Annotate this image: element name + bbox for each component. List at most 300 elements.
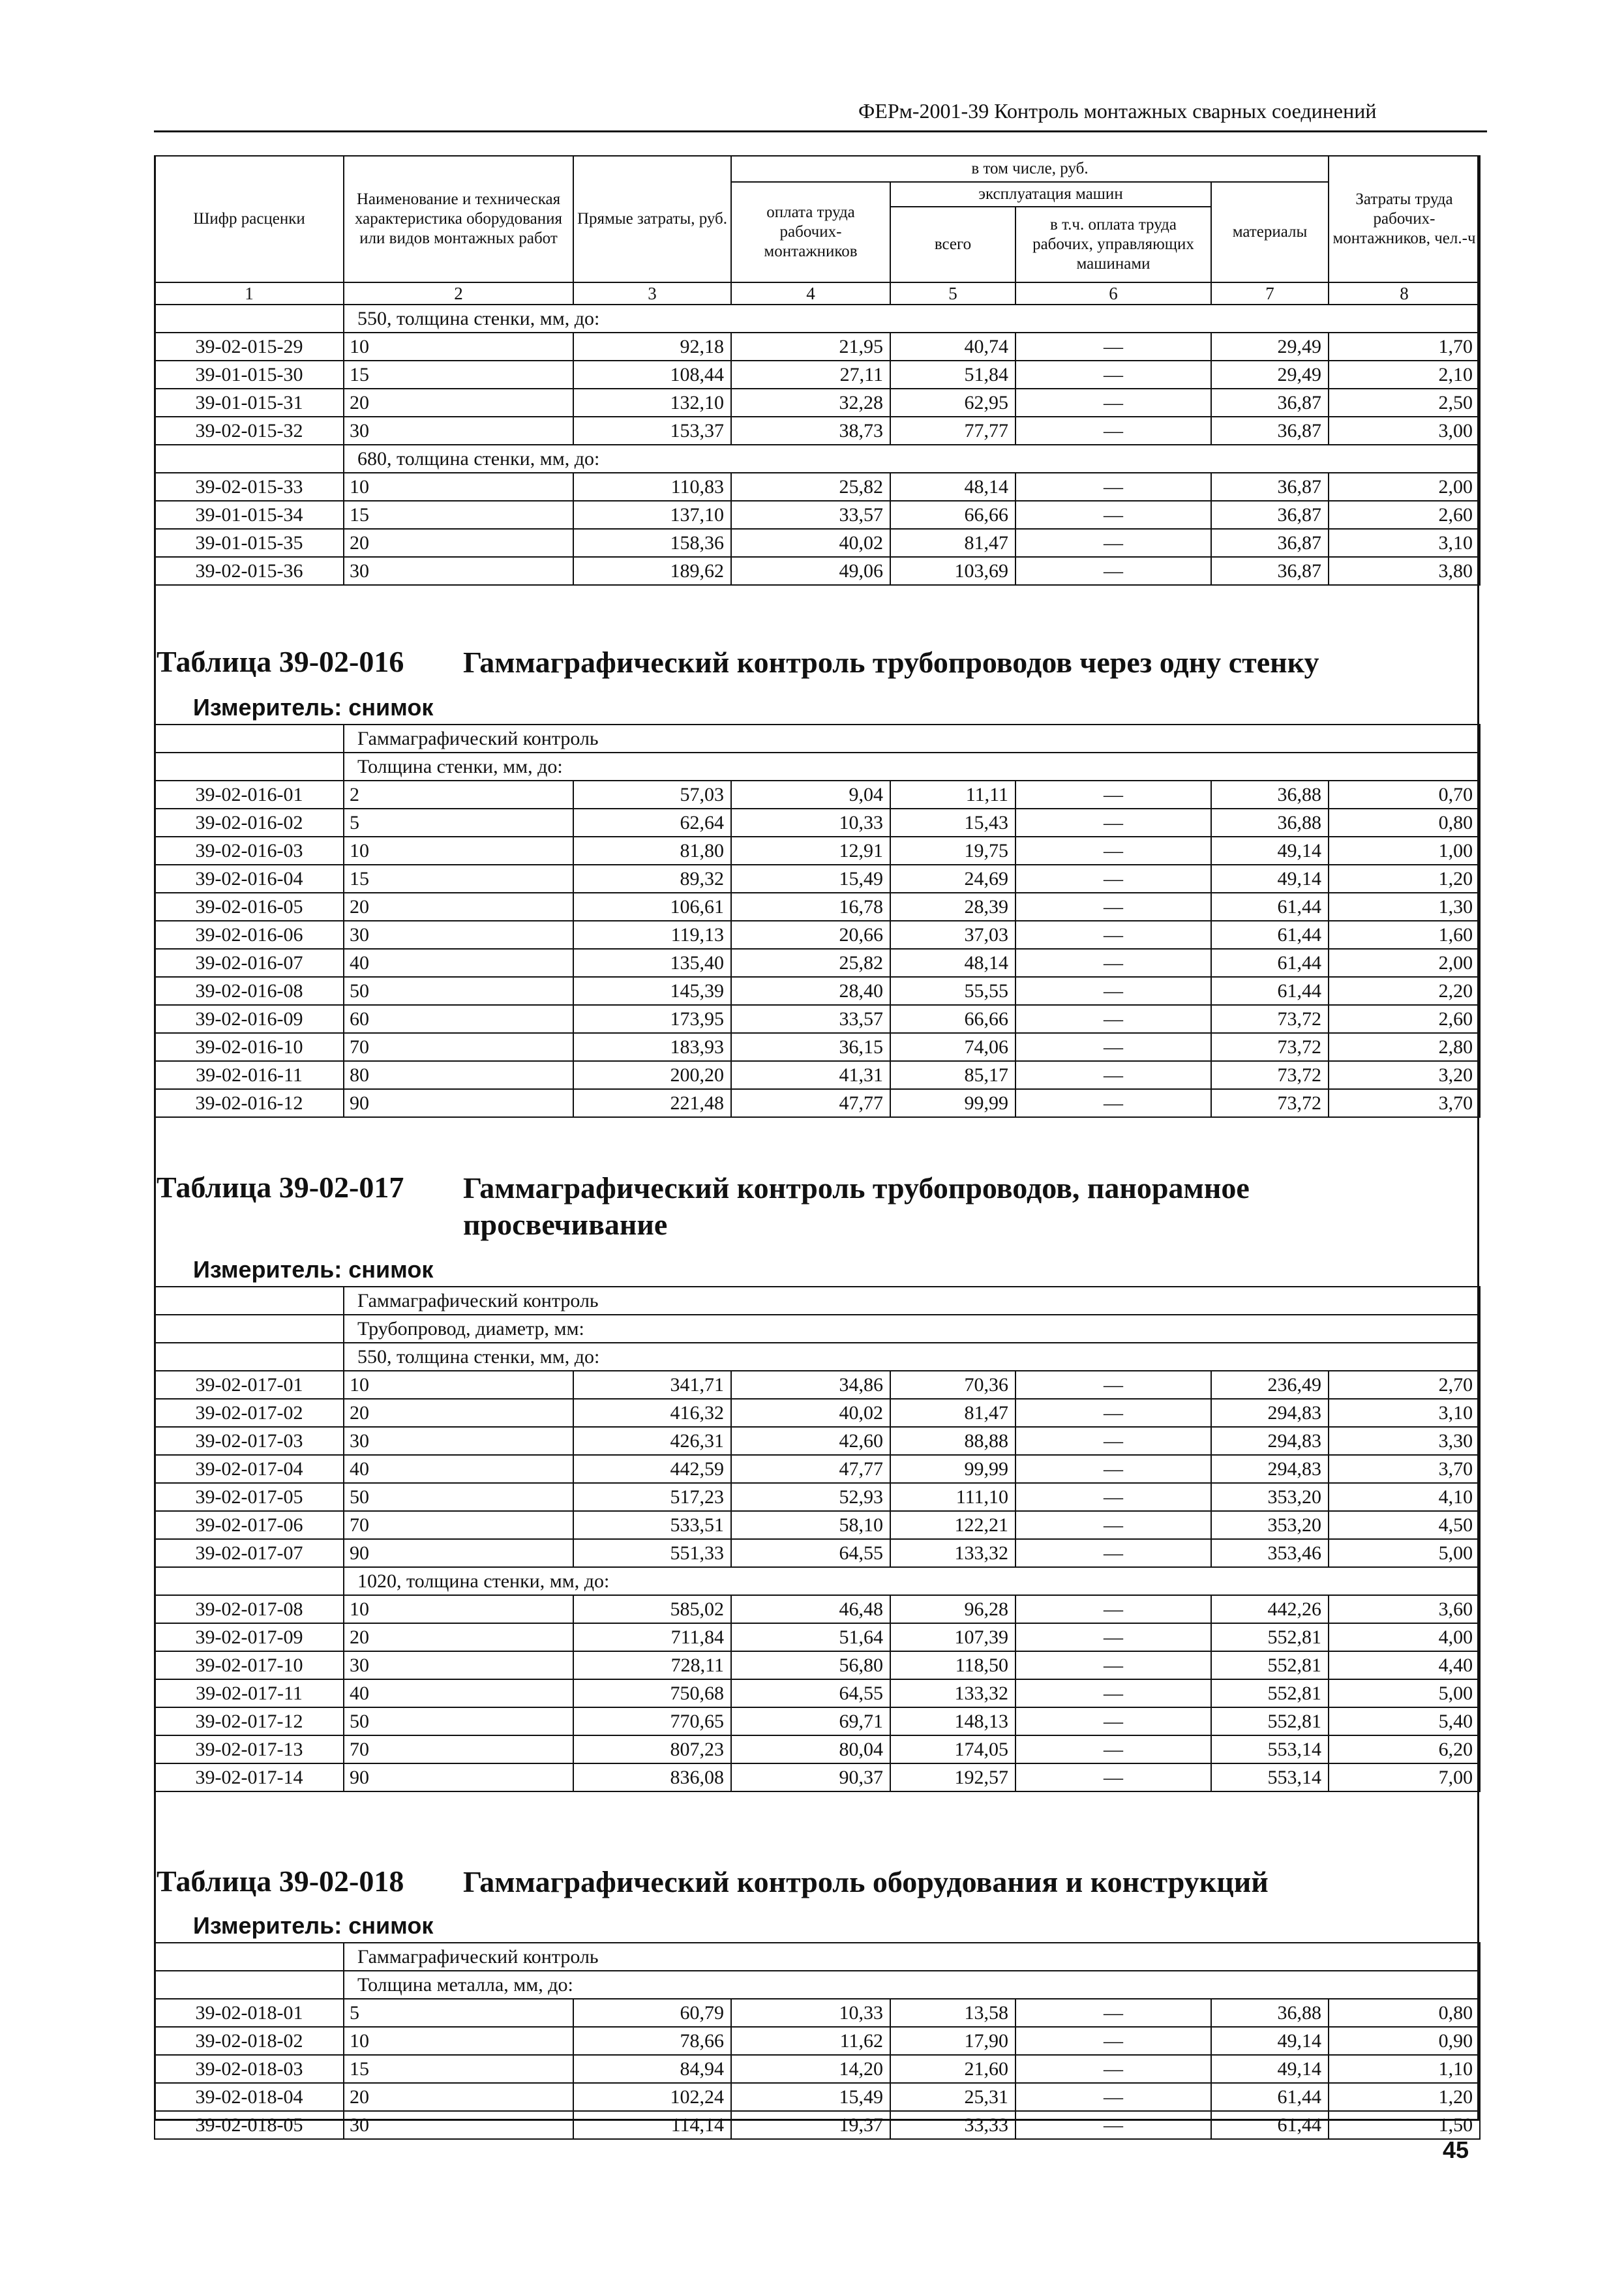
machines-total: 96,28	[890, 1595, 1015, 1623]
parameter-value: 80	[344, 1061, 573, 1089]
column-number: 8	[1329, 282, 1480, 305]
table-row	[155, 921, 1480, 949]
labor-hours: 2,10	[1329, 361, 1480, 389]
rate-code: 39-02-017-10	[155, 1651, 344, 1679]
machines-total: 74,06	[890, 1033, 1015, 1061]
table-name: Гаммаграфический контроль оборудования и конструкций	[463, 1865, 1269, 1898]
parameter-value: 30	[344, 557, 573, 585]
direct-costs: 173,95	[573, 1005, 731, 1033]
labor-hours: 0,80	[1329, 809, 1480, 837]
unit-label-018: Измеритель: снимок	[193, 1912, 434, 1939]
machines-wages: —	[1015, 1089, 1211, 1117]
rate-code: 39-02-016-01	[155, 781, 344, 809]
direct-costs: 137,10	[573, 501, 731, 529]
table-code: Таблица 39-02-018	[157, 1864, 404, 1898]
machines-total: 62,95	[890, 389, 1015, 417]
column-number: 6	[1015, 282, 1211, 305]
rate-code: 39-02-016-03	[155, 837, 344, 865]
col-header-machines-wages: в т.ч. оплата труда рабочих, управляющих машинами	[1015, 207, 1211, 282]
materials: 29,49	[1211, 333, 1329, 361]
table-row	[155, 2055, 1480, 2083]
direct-costs: 102,24	[573, 2083, 731, 2111]
table-row	[155, 781, 1480, 809]
machines-total: 19,75	[890, 837, 1015, 865]
materials: 61,44	[1211, 893, 1329, 921]
labor-hours: 1,20	[1329, 2083, 1480, 2111]
materials: 36,87	[1211, 529, 1329, 557]
materials: 73,72	[1211, 1005, 1329, 1033]
wages: 40,02	[731, 1399, 890, 1427]
labor-hours: 1,20	[1329, 865, 1480, 893]
wages: 32,28	[731, 389, 890, 417]
rates-table-018	[154, 1942, 1481, 2140]
rates-table-015	[154, 155, 1481, 586]
machines-total: 70,36	[890, 1371, 1015, 1399]
parameter-value: 50	[344, 977, 573, 1005]
rate-code: 39-02-018-02	[155, 2027, 344, 2055]
parameter-value: 20	[344, 389, 573, 417]
column-number: 5	[890, 282, 1015, 305]
labor-hours: 2,00	[1329, 949, 1480, 977]
group-caption: Гаммаграфический контроль	[344, 1287, 1480, 1315]
table-row	[155, 1033, 1480, 1061]
rate-code: 39-02-016-06	[155, 921, 344, 949]
column-number: 7	[1211, 282, 1329, 305]
wages: 38,73	[731, 417, 890, 445]
table-row	[155, 1089, 1480, 1117]
caption-spacer	[155, 753, 344, 781]
table-row	[155, 1763, 1480, 1791]
materials: 49,14	[1211, 2055, 1329, 2083]
labor-hours: 3,20	[1329, 1061, 1480, 1089]
machines-total: 111,10	[890, 1483, 1015, 1511]
parameter-value: 15	[344, 2055, 573, 2083]
materials: 553,14	[1211, 1763, 1329, 1791]
machines-wages: —	[1015, 2111, 1211, 2139]
table-row	[155, 977, 1480, 1005]
rate-code: 39-02-017-02	[155, 1399, 344, 1427]
labor-hours: 3,70	[1329, 1089, 1480, 1117]
wages: 14,20	[731, 2055, 890, 2083]
wages: 28,40	[731, 977, 890, 1005]
table-title-016	[157, 644, 1319, 681]
machines-total: 192,57	[890, 1763, 1015, 1791]
wages: 12,91	[731, 837, 890, 865]
table-row	[155, 1005, 1480, 1033]
table-row	[155, 837, 1480, 865]
parameter-value: 30	[344, 921, 573, 949]
machines-total: 13,58	[890, 1999, 1015, 2027]
direct-costs: 145,39	[573, 977, 731, 1005]
wages: 34,86	[731, 1371, 890, 1399]
parameter-value: 30	[344, 1427, 573, 1455]
wages: 64,55	[731, 1679, 890, 1707]
machines-total: 55,55	[890, 977, 1015, 1005]
machines-wages: —	[1015, 781, 1211, 809]
table-row	[155, 1651, 1480, 1679]
materials: 49,14	[1211, 865, 1329, 893]
rate-code: 39-02-017-05	[155, 1483, 344, 1511]
machines-wages: —	[1015, 1455, 1211, 1483]
caption-row	[155, 305, 1480, 333]
materials: 49,14	[1211, 2027, 1329, 2055]
table-row	[155, 501, 1480, 529]
machines-wages: —	[1015, 1511, 1211, 1539]
table-row	[155, 2027, 1480, 2055]
rate-code: 39-02-016-09	[155, 1005, 344, 1033]
table-row	[155, 809, 1480, 837]
rate-code: 39-02-017-14	[155, 1763, 344, 1791]
table-row	[155, 529, 1480, 557]
materials: 552,81	[1211, 1651, 1329, 1679]
direct-costs: 533,51	[573, 1511, 731, 1539]
group-caption: Толщина металла, мм, до:	[344, 1971, 1480, 1999]
materials: 61,44	[1211, 2083, 1329, 2111]
machines-wages: —	[1015, 2083, 1211, 2111]
direct-costs: 221,48	[573, 1089, 731, 1117]
machines-total: 133,32	[890, 1679, 1015, 1707]
direct-costs: 81,80	[573, 837, 731, 865]
machines-total: 24,69	[890, 865, 1015, 893]
direct-costs: 442,59	[573, 1455, 731, 1483]
rate-code: 39-02-017-07	[155, 1539, 344, 1567]
table-name: Гаммаграфический контроль трубопроводов, панорамное просвечивание	[463, 1171, 1250, 1241]
parameter-value: 15	[344, 865, 573, 893]
table-row	[155, 333, 1480, 361]
parameter-value: 20	[344, 1399, 573, 1427]
table-row	[155, 361, 1480, 389]
materials: 73,72	[1211, 1033, 1329, 1061]
machines-wages: —	[1015, 361, 1211, 389]
labor-hours: 7,00	[1329, 1763, 1480, 1791]
wages: 52,93	[731, 1483, 890, 1511]
parameter-value: 10	[344, 837, 573, 865]
wages: 25,82	[731, 473, 890, 501]
machines-total: 174,05	[890, 1735, 1015, 1763]
column-number: 3	[573, 282, 731, 305]
direct-costs: 108,44	[573, 361, 731, 389]
rate-code: 39-02-016-08	[155, 977, 344, 1005]
wages: 42,60	[731, 1427, 890, 1455]
caption-row	[155, 1567, 1480, 1595]
labor-hours: 2,60	[1329, 1005, 1480, 1033]
machines-wages: —	[1015, 1595, 1211, 1623]
column-number-row	[155, 282, 1480, 305]
direct-costs: 711,84	[573, 1623, 731, 1651]
rate-code: 39-01-015-30	[155, 361, 344, 389]
table-row	[155, 865, 1480, 893]
machines-total: 51,84	[890, 361, 1015, 389]
caption-spacer	[155, 445, 344, 473]
rate-code: 39-02-018-05	[155, 2111, 344, 2139]
col-header-machines-total: всего	[890, 207, 1015, 282]
materials: 294,83	[1211, 1399, 1329, 1427]
rate-code: 39-02-016-04	[155, 865, 344, 893]
materials: 61,44	[1211, 2111, 1329, 2139]
wages: 56,80	[731, 1651, 890, 1679]
materials: 61,44	[1211, 977, 1329, 1005]
wages: 80,04	[731, 1735, 890, 1763]
wages: 47,77	[731, 1089, 890, 1117]
machines-wages: —	[1015, 473, 1211, 501]
labor-hours: 6,20	[1329, 1735, 1480, 1763]
parameter-value: 50	[344, 1707, 573, 1735]
rate-code: 39-02-016-11	[155, 1061, 344, 1089]
group-caption: 550, толщина стенки, мм, до:	[344, 1343, 1480, 1371]
parameter-value: 10	[344, 1371, 573, 1399]
table-name: Гаммаграфический контроль трубопроводов через одну стенку	[463, 646, 1319, 679]
parameter-value: 60	[344, 1005, 573, 1033]
running-head: ФЕРм-2001-39 Контроль монтажных сварных соединений	[858, 99, 1377, 123]
rate-code: 39-02-015-32	[155, 417, 344, 445]
machines-total: 11,11	[890, 781, 1015, 809]
machines-total: 133,32	[890, 1539, 1015, 1567]
wages: 10,33	[731, 809, 890, 837]
direct-costs: 836,08	[573, 1763, 731, 1791]
wages: 25,82	[731, 949, 890, 977]
rate-code: 39-01-015-31	[155, 389, 344, 417]
machines-total: 40,74	[890, 333, 1015, 361]
parameter-value: 90	[344, 1089, 573, 1117]
labor-hours: 1,50	[1329, 2111, 1480, 2139]
machines-total: 15,43	[890, 809, 1015, 837]
group-caption: Гаммаграфический контроль	[344, 1943, 1480, 1971]
materials: 236,49	[1211, 1371, 1329, 1399]
parameter-value: 70	[344, 1735, 573, 1763]
unit-label-017: Измеритель: снимок	[193, 1256, 434, 1283]
materials: 353,20	[1211, 1483, 1329, 1511]
group-caption: Толщина стенки, мм, до:	[344, 753, 1480, 781]
labor-hours: 2,60	[1329, 501, 1480, 529]
column-number: 2	[344, 282, 573, 305]
labor-hours: 1,70	[1329, 333, 1480, 361]
materials: 552,81	[1211, 1707, 1329, 1735]
machines-wages: —	[1015, 809, 1211, 837]
table-row	[155, 2083, 1480, 2111]
rate-code: 39-02-018-03	[155, 2055, 344, 2083]
caption-row	[155, 753, 1480, 781]
parameter-value: 90	[344, 1539, 573, 1567]
materials: 36,87	[1211, 473, 1329, 501]
machines-total: 148,13	[890, 1707, 1015, 1735]
wages: 46,48	[731, 1595, 890, 1623]
caption-row	[155, 1287, 1480, 1315]
labor-hours: 3,30	[1329, 1427, 1480, 1455]
machines-wages: —	[1015, 1033, 1211, 1061]
caption-spacer	[155, 1971, 344, 1999]
table-row	[155, 417, 1480, 445]
labor-hours: 2,50	[1329, 389, 1480, 417]
direct-costs: 770,65	[573, 1707, 731, 1735]
parameter-value: 20	[344, 2083, 573, 2111]
rate-code: 39-02-016-07	[155, 949, 344, 977]
machines-total: 85,17	[890, 1061, 1015, 1089]
materials: 61,44	[1211, 949, 1329, 977]
labor-hours: 5,00	[1329, 1679, 1480, 1707]
direct-costs: 106,61	[573, 893, 731, 921]
caption-spacer	[155, 1567, 344, 1595]
labor-hours: 0,90	[1329, 2027, 1480, 2055]
machines-wages: —	[1015, 333, 1211, 361]
table-row	[155, 1061, 1480, 1089]
direct-costs: 551,33	[573, 1539, 731, 1567]
table-row	[155, 1999, 1480, 2027]
materials: 73,72	[1211, 1061, 1329, 1089]
rate-code: 39-02-017-13	[155, 1735, 344, 1763]
labor-hours: 0,70	[1329, 781, 1480, 809]
machines-wages: —	[1015, 1539, 1211, 1567]
wages: 9,04	[731, 781, 890, 809]
materials: 29,49	[1211, 361, 1329, 389]
table-row	[155, 1483, 1480, 1511]
labor-hours: 4,00	[1329, 1623, 1480, 1651]
labor-hours: 2,20	[1329, 977, 1480, 1005]
machines-total: 66,66	[890, 501, 1015, 529]
direct-costs: 62,64	[573, 809, 731, 837]
parameter-value: 15	[344, 501, 573, 529]
machines-wages: —	[1015, 1651, 1211, 1679]
wages: 33,57	[731, 501, 890, 529]
materials: 552,81	[1211, 1679, 1329, 1707]
direct-costs: 807,23	[573, 1735, 731, 1763]
materials: 36,87	[1211, 389, 1329, 417]
labor-hours: 5,40	[1329, 1707, 1480, 1735]
rate-code: 39-02-015-36	[155, 557, 344, 585]
materials: 61,44	[1211, 921, 1329, 949]
wages: 36,15	[731, 1033, 890, 1061]
machines-wages: —	[1015, 1399, 1211, 1427]
machines-wages: —	[1015, 1999, 1211, 2027]
direct-costs: 60,79	[573, 1999, 731, 2027]
col-header-labor: Затраты труда рабочих-монтажников, чел.-ч	[1329, 156, 1480, 282]
parameter-value: 30	[344, 2111, 573, 2139]
machines-wages: —	[1015, 2055, 1211, 2083]
table-row	[155, 893, 1480, 921]
wages: 15,49	[731, 865, 890, 893]
machines-total: 99,99	[890, 1455, 1015, 1483]
materials: 73,72	[1211, 1089, 1329, 1117]
machines-wages: —	[1015, 501, 1211, 529]
labor-hours: 3,10	[1329, 1399, 1480, 1427]
labor-hours: 5,00	[1329, 1539, 1480, 1567]
machines-wages: —	[1015, 2027, 1211, 2055]
table-title-017	[157, 1170, 1311, 1243]
caption-spacer	[155, 725, 344, 753]
machines-total: 25,31	[890, 2083, 1015, 2111]
direct-costs: 132,10	[573, 389, 731, 417]
machines-total: 81,47	[890, 1399, 1015, 1427]
wages: 19,37	[731, 2111, 890, 2139]
table-row	[155, 1511, 1480, 1539]
rates-table-016	[154, 724, 1481, 1118]
table-code: Таблица 39-02-016	[157, 645, 404, 678]
machines-total: 28,39	[890, 893, 1015, 921]
direct-costs: 189,62	[573, 557, 731, 585]
table-row	[155, 557, 1480, 585]
parameter-value: 70	[344, 1511, 573, 1539]
machines-wages: —	[1015, 1763, 1211, 1791]
machines-wages: —	[1015, 529, 1211, 557]
machines-total: 107,39	[890, 1623, 1015, 1651]
direct-costs: 153,37	[573, 417, 731, 445]
direct-costs: 158,36	[573, 529, 731, 557]
materials: 36,88	[1211, 1999, 1329, 2027]
materials: 353,46	[1211, 1539, 1329, 1567]
wages: 11,62	[731, 2027, 890, 2055]
materials: 36,88	[1211, 809, 1329, 837]
labor-hours: 3,80	[1329, 557, 1480, 585]
materials: 36,87	[1211, 557, 1329, 585]
caption-row	[155, 725, 1480, 753]
rate-code: 39-02-017-12	[155, 1707, 344, 1735]
direct-costs: 416,32	[573, 1399, 731, 1427]
rate-code: 39-01-015-35	[155, 529, 344, 557]
machines-total: 66,66	[890, 1005, 1015, 1033]
table-row	[155, 389, 1480, 417]
rate-code: 39-02-017-11	[155, 1679, 344, 1707]
caption-row	[155, 1971, 1480, 1999]
direct-costs: 78,66	[573, 2027, 731, 2055]
machines-wages: —	[1015, 1623, 1211, 1651]
labor-hours: 3,70	[1329, 1455, 1480, 1483]
parameter-value: 15	[344, 361, 573, 389]
machines-wages: —	[1015, 417, 1211, 445]
machines-wages: —	[1015, 977, 1211, 1005]
parameter-value: 20	[344, 893, 573, 921]
table-title-018	[157, 1864, 1269, 1900]
labor-hours: 1,60	[1329, 921, 1480, 949]
caption-row	[155, 1943, 1480, 1971]
labor-hours: 3,60	[1329, 1595, 1480, 1623]
wages: 51,64	[731, 1623, 890, 1651]
machines-total: 118,50	[890, 1651, 1015, 1679]
machines-total: 88,88	[890, 1427, 1015, 1455]
parameter-value: 10	[344, 2027, 573, 2055]
direct-costs: 114,14	[573, 2111, 731, 2139]
wages: 10,33	[731, 1999, 890, 2027]
parameter-value: 10	[344, 333, 573, 361]
machines-wages: —	[1015, 557, 1211, 585]
wages: 40,02	[731, 529, 890, 557]
wages: 69,71	[731, 1707, 890, 1735]
parameter-value: 5	[344, 809, 573, 837]
wages: 49,06	[731, 557, 890, 585]
wages: 90,37	[731, 1763, 890, 1791]
materials: 552,81	[1211, 1623, 1329, 1651]
caption-row	[155, 1315, 1480, 1343]
col-header-name: Наименование и техническая характеристика оборудования или видов монтажных работ	[344, 156, 573, 282]
header-rule	[154, 130, 1487, 132]
column-number: 1	[155, 282, 344, 305]
col-header-machines: эксплуатация машин	[890, 182, 1211, 207]
caption-spacer	[155, 305, 344, 333]
labor-hours: 2,00	[1329, 473, 1480, 501]
wages: 27,11	[731, 361, 890, 389]
column-number: 4	[731, 282, 890, 305]
direct-costs: 517,23	[573, 1483, 731, 1511]
group-caption: Гаммаграфический контроль	[344, 725, 1480, 753]
rate-code: 39-02-016-02	[155, 809, 344, 837]
unit-label-016: Измеритель: снимок	[193, 694, 434, 721]
machines-wages: —	[1015, 1427, 1211, 1455]
machines-total: 122,21	[890, 1511, 1015, 1539]
caption-spacer	[155, 1315, 344, 1343]
labor-hours: 1,30	[1329, 893, 1480, 921]
table-row	[155, 1371, 1480, 1399]
rate-code: 39-02-017-09	[155, 1623, 344, 1651]
table-row	[155, 1455, 1480, 1483]
machines-wages: —	[1015, 1735, 1211, 1763]
